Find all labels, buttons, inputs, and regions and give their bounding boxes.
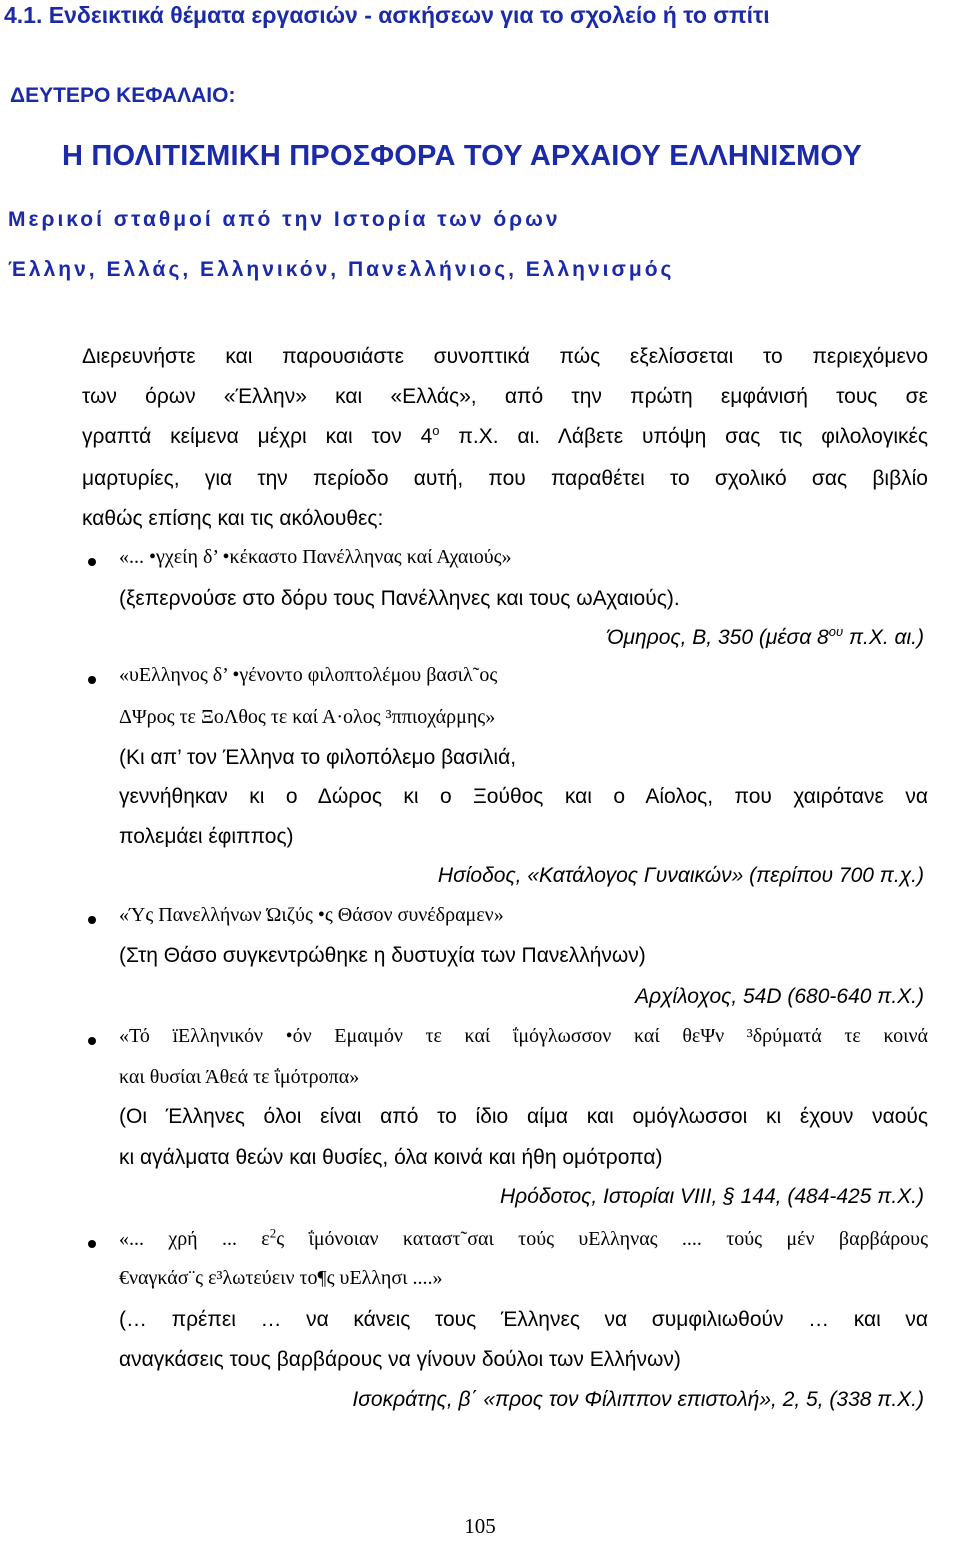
greek-quote: «Τό ïΕλληνικόν •όν Εμαιμόν τε καί ΐμόγλωσσον καί θεΨν ³δρύματά τε κοινά — [119, 1025, 928, 1047]
intro-text: π.Χ. αι. Λάβετε υπόψη σας τις φιλολογικές — [439, 425, 928, 448]
translation-line: αναγκάσεις τους βαρβάρους να γίνουν δούλοι των Ελλήνων) — [119, 1348, 681, 1371]
superscript: ο — [432, 423, 440, 438]
greek-quote: «υΕλληνος δ’ •γένοντο φιλοπτολέμου βασιλ῀ος — [119, 664, 498, 686]
bullet-icon — [88, 916, 96, 924]
superscript: ου — [828, 624, 844, 639]
section-heading: 4.1. Ενδεικτικά θέματα εργασιών - ασκήσεων για το σχολείο ή το σπίτι — [4, 2, 770, 28]
translation-line: πολεμάει έφιππος) — [119, 825, 294, 848]
intro-line — [82, 419, 928, 455]
greek-quote: «... •γχείη δ’ •κέκαστο Πανέλληνας καί Αχαιούς» — [119, 546, 512, 568]
citation-text: Όμηρος, Β, 350 (μέσα 8 — [606, 626, 829, 649]
bullet-icon — [88, 1240, 96, 1248]
citation-text: 144, (484-425 π.Χ.) — [734, 1185, 924, 1208]
bullet-icon — [88, 1037, 96, 1045]
citation-text: Ηρόδοτος, Ιστορίαι VIII, — [500, 1185, 724, 1208]
page-number: 105 — [464, 1514, 496, 1538]
bullet-icon — [88, 558, 96, 566]
greek-quote: ΔΨρος τε ΞοΛθος τε καί Α·ολος ³ππιοχάρμης» — [119, 706, 496, 728]
translation-line: (Στη Θάσο συγκεντρώθηκε η δυστυχία των Πανελλήνων) — [119, 944, 646, 967]
greek-quote — [119, 1225, 929, 1251]
greek-text: «... χρή ... ε — [119, 1228, 270, 1250]
citation-text: π.Χ. αι.) — [843, 626, 924, 649]
section-symbol: § — [723, 1185, 735, 1208]
subtitle-terms-list: Έλλην, Ελλάς, Ελληνικόν, Πανελλήνιος, Ελληνισμός — [8, 258, 675, 281]
citation: Ησίοδος, «Κατάλογος Γυναικών» (περίπου 700 π.χ.) — [437, 864, 924, 887]
translation-line: κι αγάλματα θεών και θυσίες, όλα κοινά και ήθη ομότροπα) — [119, 1146, 663, 1169]
subtitle-terms-history: Μερικοί σταθμοί από την Ιστορία των όρων — [8, 208, 561, 231]
superscript: 2 — [269, 1225, 277, 1241]
intro-line: Διερευνήστε και παρουσιάστε συνοπτικά πώς εξελίσσεται το περιεχόμενο — [82, 345, 928, 368]
translation-line: (… πρέπει … να κάνεις τους Έλληνες να συμφιλιωθούν … και να — [119, 1308, 928, 1331]
citation — [607, 626, 924, 650]
greek-text: ς ΐμόνοιαν καταστ῀σαι τούς υΕλληνας .... τούς μέν βαρβάρους — [276, 1228, 929, 1250]
citation — [500, 1185, 924, 1209]
translation-line: (Κι απ’ τον Έλληνα το φιλοπόλεμο βασιλιά, — [119, 746, 517, 769]
intro-line: καθώς επίσης και τις ακόλουθες: — [82, 507, 384, 530]
greek-quote: «Ύς Πανελλήνων Ώιζύς •ς Θάσον συνέδραμεν» — [119, 904, 504, 926]
greek-quote: και θυσίαι Άθεά τε ΐμότροπα» — [119, 1066, 360, 1088]
translation-line: (ξεπερνούσε στο δόρυ τους Πανέλληνες και τους ωΑχαιούς). — [119, 587, 680, 610]
intro-line: μαρτυρίες, για την περίοδο αυτή, που παραθέτει το σχολικό σας βιβλίο — [82, 467, 928, 490]
citation: Αρχίλοχος, 54D (680-640 π.Χ.) — [635, 985, 924, 1008]
translation-line: γεννήθηκαν κι ο Δώρος κι ο Ξούθος και ο Αίολος, που χαιρότανε να — [119, 785, 928, 808]
bullet-icon — [88, 676, 96, 684]
chapter-label: ΔΕΥΤΕΡΟ ΚΕΦΑΛΑΙΟ: — [10, 84, 236, 107]
greek-quote: €ναγκάσ¨ς ε³λωτεύειν το¶ς υΕλλησι ....» — [119, 1267, 443, 1289]
intro-text: γραπτά κείμενα μέχρι και τον 4 — [82, 425, 433, 448]
translation-line: (Οι Έλληνες όλοι είναι από το ίδιο αίμα και ομόγλωσσοι κι έχουν ναούς — [119, 1105, 928, 1128]
citation: Ισοκράτης, β΄ «προς τον Φίλιππον επιστολή», 2, 5, (338 π.Χ.) — [352, 1388, 924, 1411]
intro-line: των όρων «Έλλην» και «Ελλάς», από την πρώτη εμφάνισή τους σε — [82, 385, 928, 408]
chapter-title: Η ΠΟΛΙΤΙΣΜΙΚΗ ΠΡΟΣΦΟΡΑ ΤΟΥ ΑΡΧΑΙΟΥ ΕΛΛΗΝΙΣΜΟΥ — [62, 140, 862, 172]
